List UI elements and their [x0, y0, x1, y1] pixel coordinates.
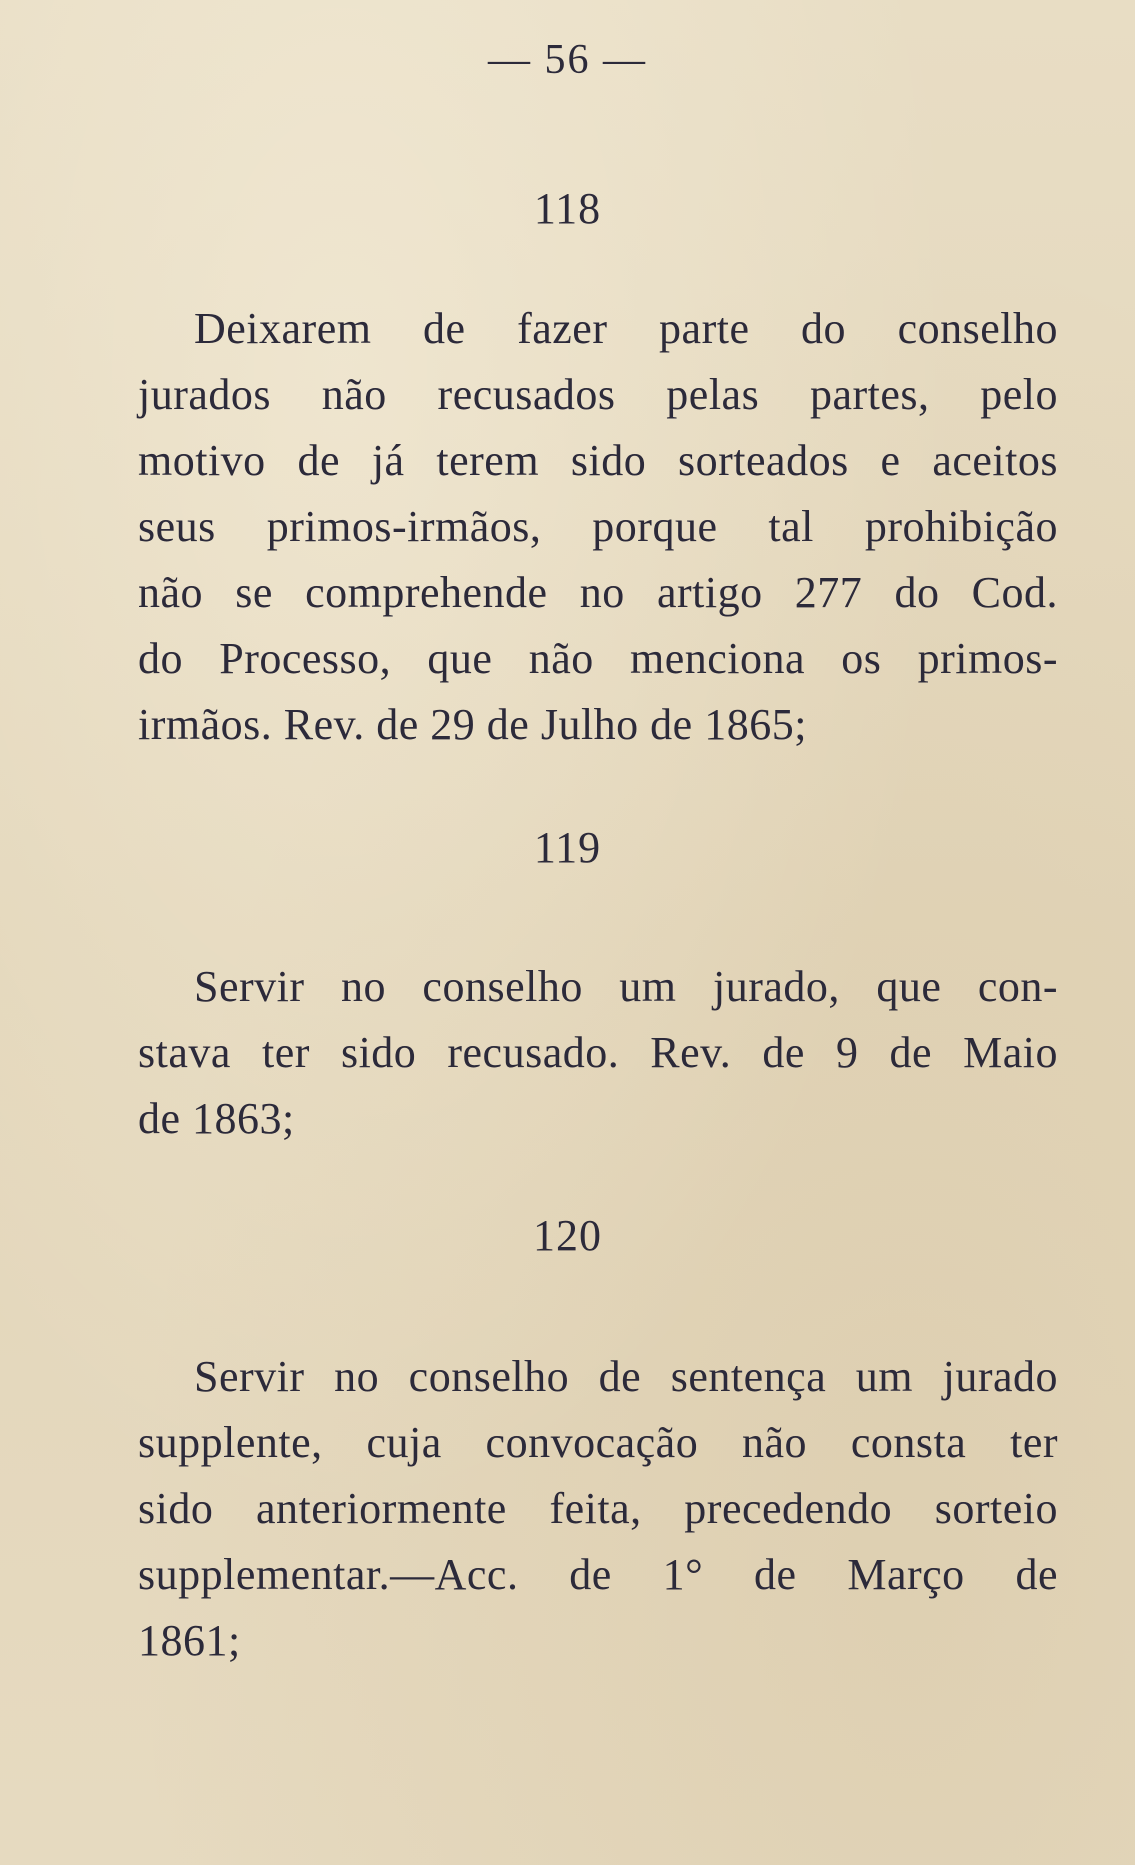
paragraph-line: supplente, cuja convocação não consta ter	[138, 1418, 1058, 1467]
paragraph-line: não se comprehende no artigo 277 do Cod.	[138, 568, 1058, 617]
paragraph-line: Servir no conselho um jurado, que con-	[194, 962, 1058, 1011]
paragraph-line: 1861;	[138, 1616, 241, 1665]
section-number-120: 120	[533, 1211, 602, 1260]
page-number: — 56 —	[488, 37, 647, 83]
paragraph-line: motivo de já terem sido sorteados e aceitos	[138, 436, 1058, 485]
section-number-119: 119	[533, 823, 602, 872]
paragraph-line: irmãos. Rev. de 29 de Julho de 1865;	[138, 700, 807, 749]
paragraph-line: jurados não recusados pelas partes, pelo	[138, 370, 1058, 419]
paragraph-line: supplementar.—Acc. de 1° de Março de	[138, 1550, 1058, 1599]
paragraph-line: do Processo, que não menciona os primos-	[138, 634, 1058, 683]
paragraph-120	[138, 1344, 1058, 1674]
paragraph-line: Deixarem de fazer parte do conselho	[194, 304, 1058, 353]
section-number-118: 118	[533, 184, 602, 233]
paragraph-line: Servir no conselho de sentença um jurado	[194, 1352, 1058, 1401]
paragraph-118	[138, 296, 1058, 758]
paragraph-119	[138, 954, 1058, 1152]
paragraph-line: de 1863;	[138, 1094, 295, 1143]
paragraph-line: seus primos-irmãos, porque tal prohibição	[138, 502, 1058, 551]
paragraph-line: sido anteriormente feita, precedendo sorteio	[138, 1484, 1058, 1533]
paragraph-line: stava ter sido recusado. Rev. de 9 de Maio	[138, 1028, 1058, 1077]
